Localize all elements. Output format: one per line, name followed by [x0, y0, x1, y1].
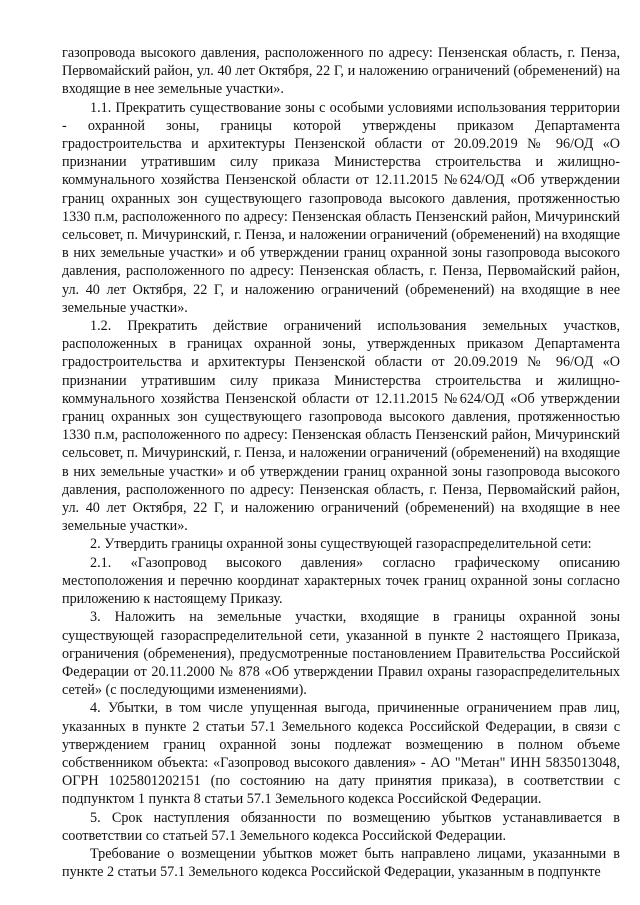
paragraph-2: 2. Утвердить границы охранной зоны существующей газораспределительной сети:: [90, 536, 592, 553]
paragraph-1-1: 1.1. Прекратить существование зоны с особыми условиями использования территории - охранной зоны, границы которой утверждены приказом Департамента градостроительства и архитектуры Пензенской области от 20.09.2019 № 96/ОД «О признании утратившим силу приказа Министерства строительства и жилищно-коммунального хозяйства Пензенской области от 12.11.2015 №624/ОД «Об утверждении границ охранных зон существующего газопровода высокого давления, протяженностью 1330 п.м, расположенного по адресу: Пензенская область Пензенский район, Мичуринский сельсовет, п. Мичуринский, г. Пенза, и наложении ограничений (обременений) на входящие в них земельные участки» и об утверждении границ охранной зоны газопровода высокого давления, расположенного по адресу: Пензенская область, г. Пенза, Первомайский район, ул. 40 лет Октября, 22 Г, и наложению ограничений (обременений) на входящие в нее земельные участки».: [62, 99, 620, 316]
paragraph-damages-claim: Требование о возмещении убытков может быть направлено лицами, указанными в пункте 2 статьи 57.1 Земельного кодекса Российской Федерации, указанным в подпункте: [62, 845, 620, 881]
paragraph-1-2: 1.2. Прекратить действие ограничений использования земельных участков, расположенных в границах охранной зоны, утвержденных приказом Департамента градостроительства и архитектуры Пензенской области от 20.09.2019 № 96/ОД «О признании утратившим силу приказа Министерства строительства и жилищно-коммунального хозяйства Пензенской области от 12.11.2015 №624/ОД «Об утверждении границ охранных зон существующего газопровода высокого давления, протяженностью 1330 п.м, расположенного по адресу: Пензенская область Пензенский район, Мичуринский сельсовет, п. Мичуринский, г. Пенза, и наложении ограничений (обременений) на входящие в них земельные участки» и об утверждении границ охранной зоны газопровода высокого давления, расположенного по адресу: Пензенская область, г. Пенза, Первомайский район, ул. 40 лет Октября, 22 Г, и наложению ограничений (обременений) на входящие в нее земельные участки».: [62, 318, 620, 535]
paragraph-4: 4. Убытки, в том числе упущенная выгода, причиненные ограничением прав лиц, указанных в пункте 2 статьи 57.1 Земельного кодекса Российской Федерации, в связи с утверждением границ охранной зоны подлежат возмещению в полном объеме собственником объекта: «Газопровод высокого давления» - АО "Метан" ИНН 5835013048, ОГРН 1025801202151 (по состоянию на дату принятия приказа), в соответствии с подпунктом 1 пункта 8 статьи 57.1 Земельного кодекса Российской Федерации.: [62, 700, 620, 808]
paragraph-2-1: 2.1. «Газопровод высокого давления» согласно графическому описанию местоположения и перечню координат характерных точек границ охранной зоны согласно приложению к настоящему Приказу.: [62, 554, 620, 608]
paragraph-intro-continuation: газопровода высокого давления, расположенного по адресу: Пензенская область, г. Пенза, Первомайский район, ул. 40 лет Октября, 22 Г, и наложению ограничений (обременений) на входящие в нее земельные участки».: [62, 45, 620, 98]
paragraph-5: 5. Срок наступления обязанности по возмещению убытков устанавливается в соответствии со статьей 57.1 Земельного кодекса Российской Федерации.: [62, 809, 620, 844]
paragraph-3: 3. Наложить на земельные участки, входящие в границы охранной зоны существующей газораспределительной сети, указанной в пункте 2 настоящего Приказа, ограничения (обременения), предусмотренные постановлением Правительства Российской Федерации от 20.11.2000 № 878 «Об утверждении Правил охраны газораспределительных сетей» (с последующими изменениями).: [62, 609, 620, 699]
document-page: [62, 44, 620, 881]
